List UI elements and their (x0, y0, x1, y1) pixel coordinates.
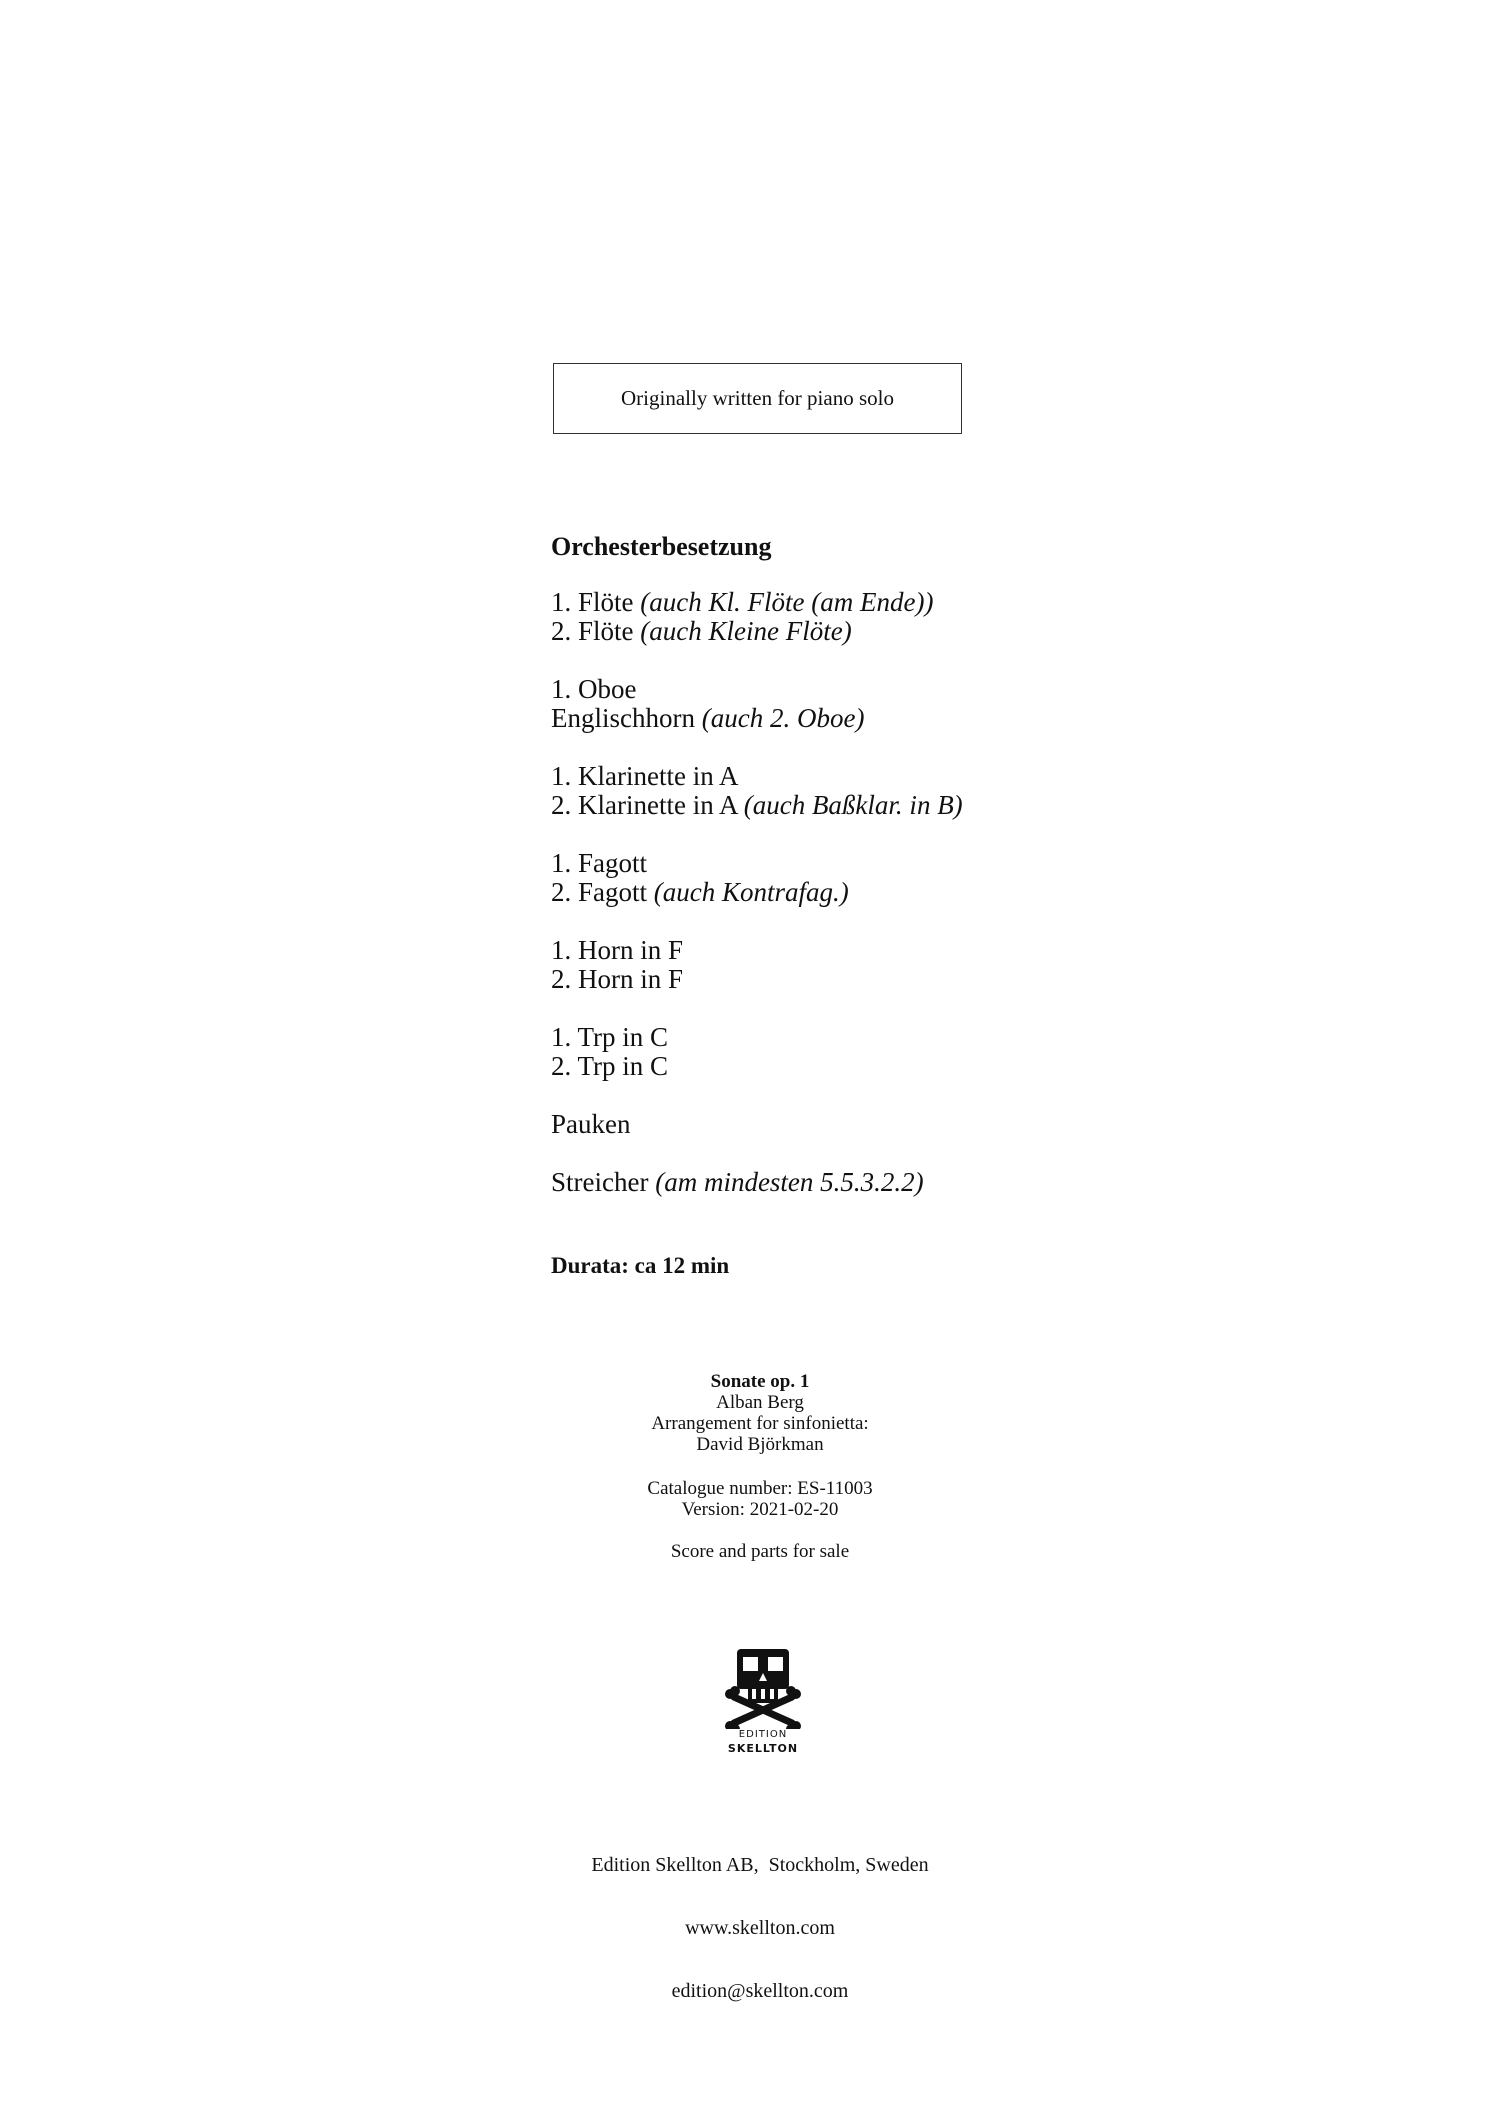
instrument-note: (auch Baßklar. in B) (743, 790, 963, 820)
original-note-box (553, 363, 962, 434)
instrument-name: 1. Oboe (551, 674, 637, 704)
instrument-name: 2. Klarinette in A (551, 790, 744, 820)
instrument-name: Streicher (551, 1167, 656, 1197)
instrument-note: (auch Kontrafag.) (653, 877, 849, 907)
instrument-line (551, 1052, 1111, 1081)
original-note-text: Originally written for piano solo (621, 386, 894, 410)
instrument-group-horns (551, 936, 1111, 994)
instrument-group-flutes (551, 588, 1111, 646)
instrument-line (551, 762, 1111, 791)
work-info (560, 1371, 960, 1455)
availability-info (560, 1541, 960, 1562)
logo-text-edition: EDITION (738, 1729, 788, 1740)
instrument-line (551, 849, 1111, 878)
instrument-group-clarinets (551, 762, 1111, 820)
instrument-line (551, 1168, 1111, 1197)
instrument-group-trumpets (551, 1023, 1111, 1081)
instrument-line (551, 791, 1111, 820)
instrument-line (551, 588, 1111, 617)
work-title: Sonate op. 1 (710, 1371, 810, 1392)
arrangement-label: Arrangement for sinfonietta: (651, 1413, 869, 1434)
instrument-name: 1. Horn in F (551, 935, 684, 965)
instrument-group-strings (551, 1168, 1111, 1197)
logo-text-skellton: SKELLTON (727, 1742, 799, 1755)
instrument-name: 2. Horn in F (551, 964, 684, 994)
composer-name: Alban Berg (716, 1392, 804, 1413)
publisher-contact (520, 1813, 1000, 2023)
instrument-name: 1. Flöte (551, 587, 641, 617)
instrument-name: 2. Fagott (551, 877, 654, 907)
arranger-name: David Björkman (696, 1434, 824, 1455)
instrument-name: Pauken (551, 1109, 631, 1139)
instrument-name: 1. Fagott (551, 848, 648, 878)
instrumentation-section (551, 530, 1111, 1226)
instrument-line (551, 1023, 1111, 1052)
instrument-note: (auch Kl. Flöte (am Ende)) (640, 587, 934, 617)
publisher-logo (718, 1645, 808, 1765)
instrument-group-oboes (551, 675, 1111, 733)
instrument-line (551, 704, 1111, 733)
duration-text: Durata: ca 12 min (551, 1253, 730, 1278)
instrument-note: (auch Kleine Flöte) (640, 616, 852, 646)
instrument-line (551, 878, 1111, 907)
publisher-website[interactable]: www.skellton.com (685, 1917, 835, 1939)
instrumentation-heading: Orchesterbesetzung (551, 532, 772, 561)
instrument-name: Englischhorn (551, 703, 702, 733)
instrument-line (551, 1110, 1111, 1139)
publisher-email[interactable]: edition@skellton.com (671, 1980, 849, 2002)
instrument-line (551, 675, 1111, 704)
instrument-group-timpani (551, 1110, 1111, 1139)
availability-text: Score and parts for sale (670, 1541, 850, 1562)
instrument-line (551, 936, 1111, 965)
instrument-line (551, 965, 1111, 994)
instrument-note: (auch 2. Oboe) (701, 703, 865, 733)
instrument-line (551, 617, 1111, 646)
instrument-group-bassoons (551, 849, 1111, 907)
publisher-address: Edition Skellton AB, Stockholm, Sweden (591, 1854, 929, 1876)
instrument-name: 1. Trp in C (551, 1022, 669, 1052)
catalogue-info (560, 1478, 960, 1520)
version-date: Version: 2021-02-20 (681, 1499, 839, 1520)
instrument-name: 2. Trp in C (551, 1051, 669, 1081)
skull-crossbones-icon (718, 1645, 808, 1729)
catalogue-number: Catalogue number: ES-11003 (647, 1478, 873, 1499)
instrument-note: (am mindesten 5.5.3.2.2) (655, 1167, 924, 1197)
instrument-name: 1. Klarinette in A (551, 761, 739, 791)
instrument-name: 2. Flöte (551, 616, 641, 646)
